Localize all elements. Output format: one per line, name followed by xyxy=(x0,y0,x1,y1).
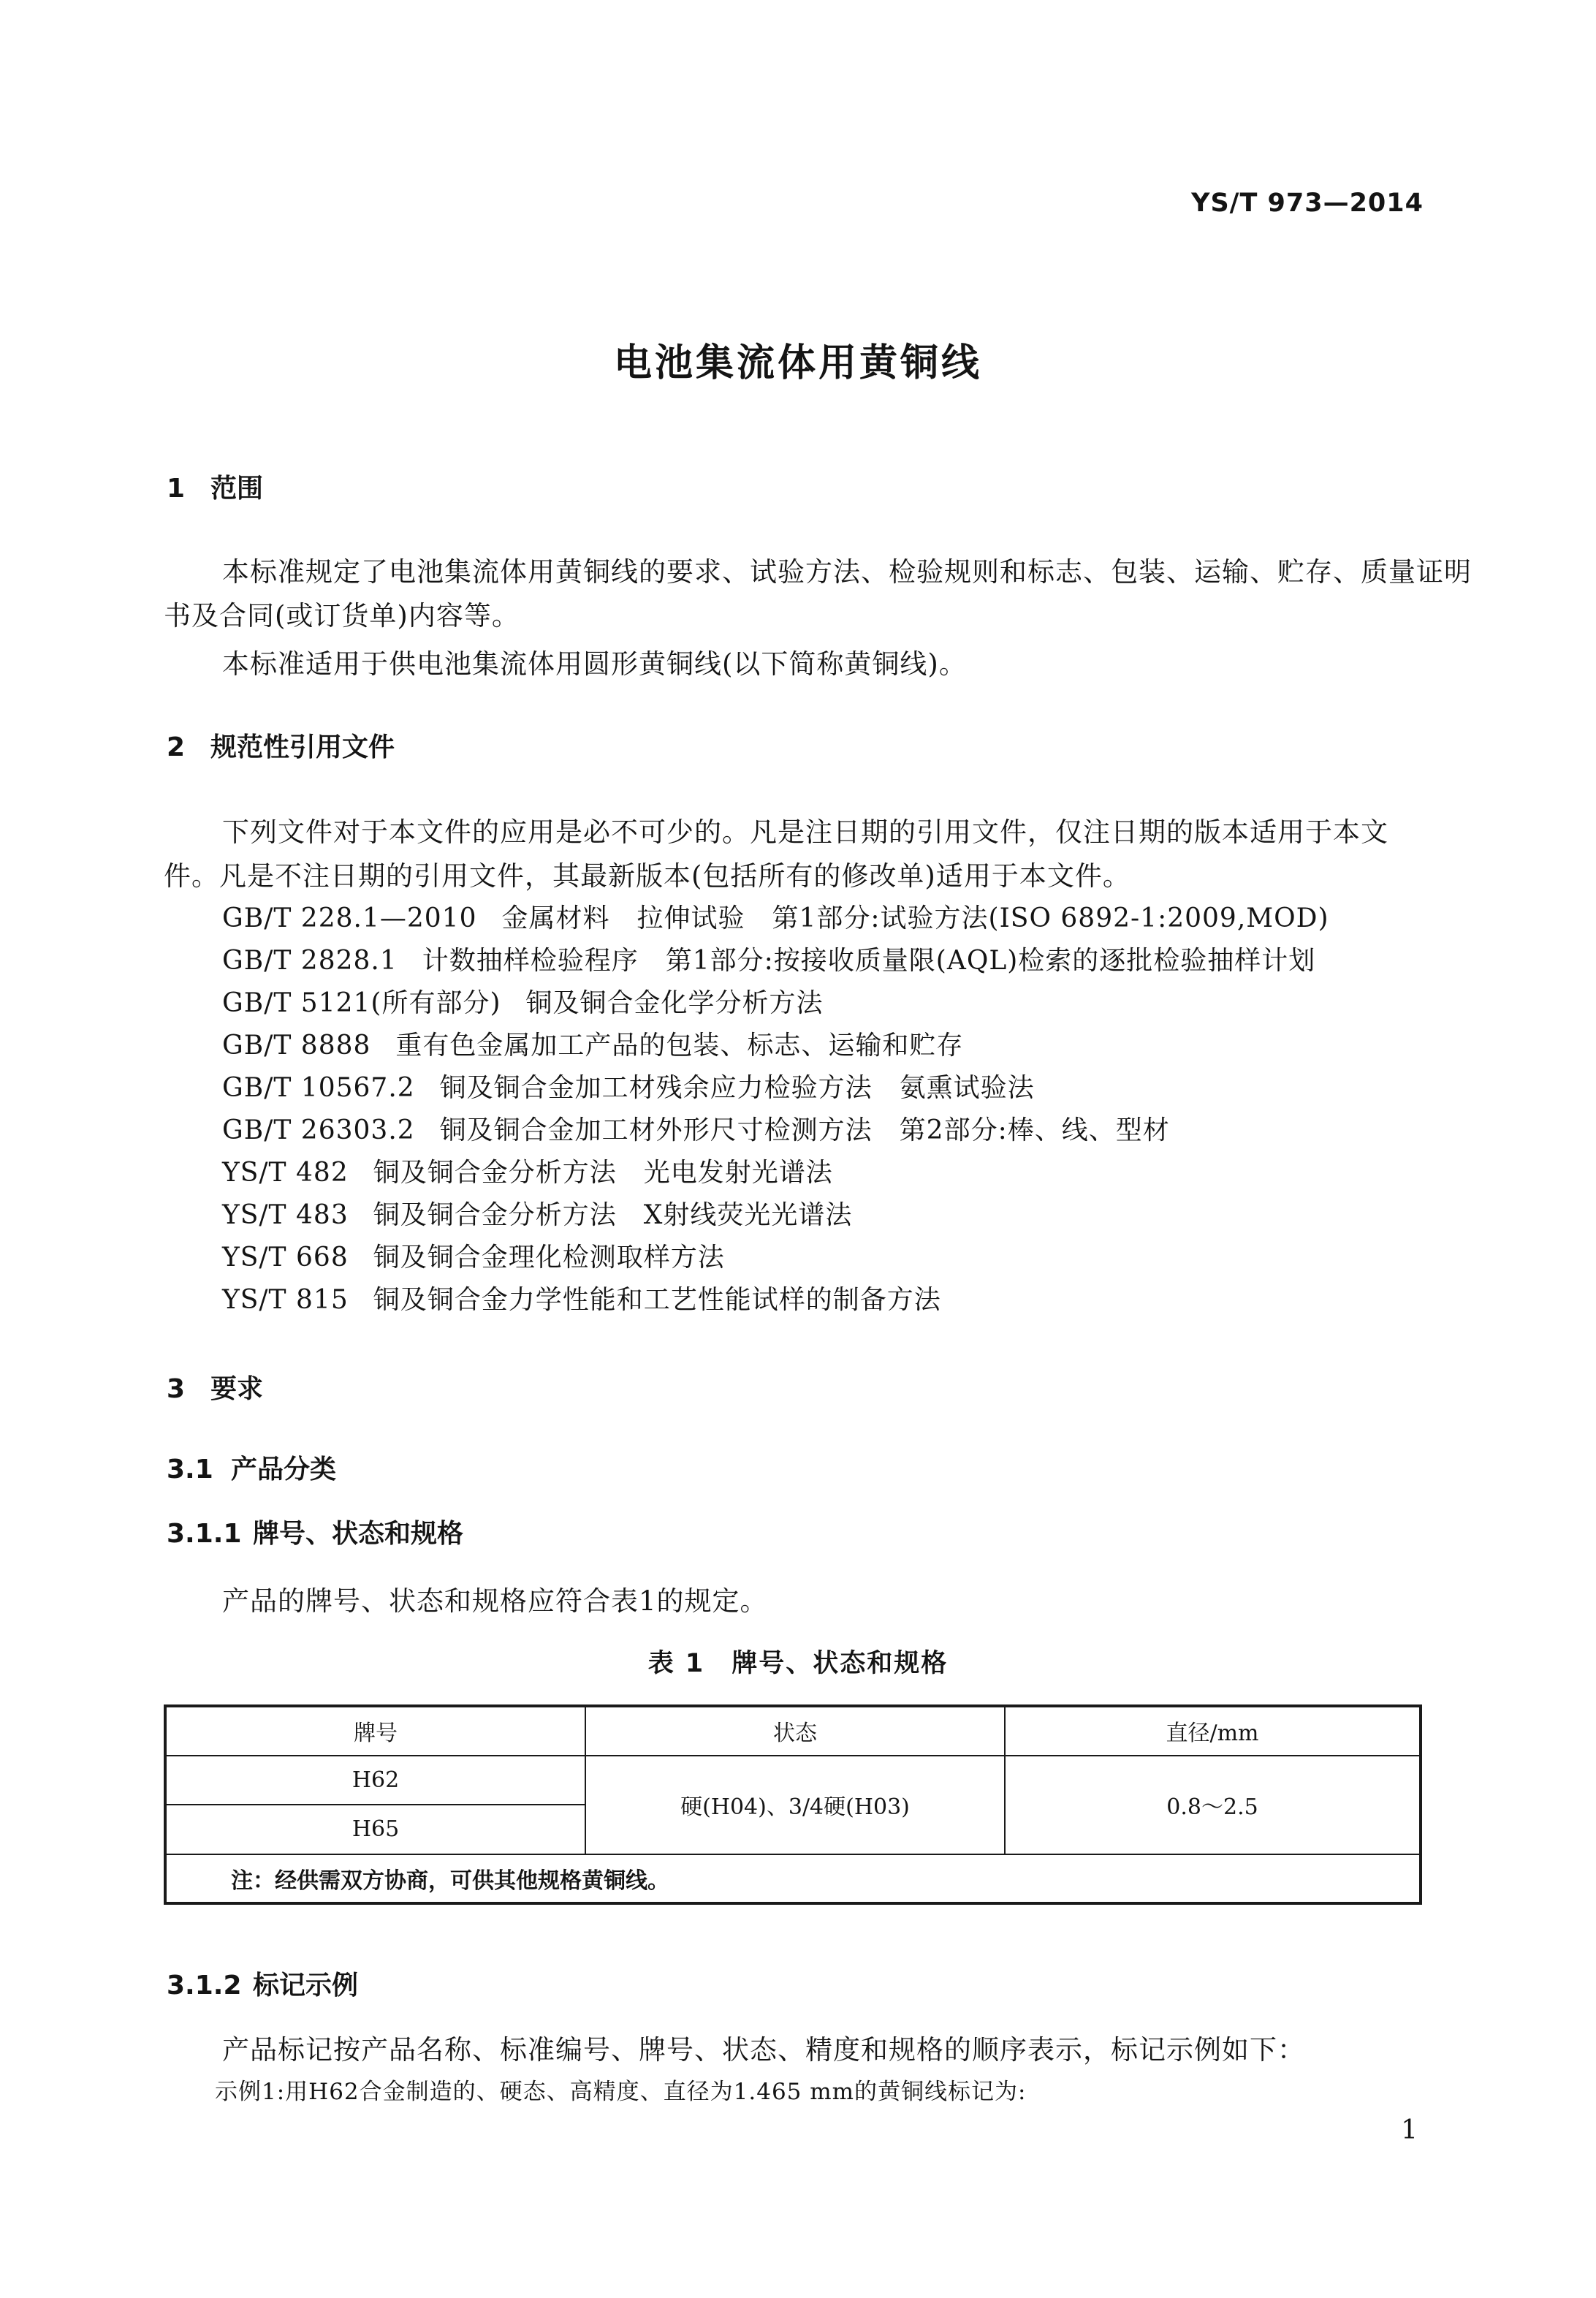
section-title: 标记示例 xyxy=(253,1971,359,2001)
reference-code: GB/T 8888 xyxy=(222,1031,371,1061)
reference-title: 铜及铜合金化学分析方法 xyxy=(525,988,824,1018)
reference-item xyxy=(222,1067,1035,1104)
section-1-heading xyxy=(167,468,263,505)
section-number: 1 xyxy=(167,474,186,504)
reference-title: 金属材料 拉伸试验 第1部分:试验方法(ISO 6892-1:2009,MOD) xyxy=(501,903,1329,933)
reference-item xyxy=(222,1194,852,1232)
reference-title: 铜及铜合金分析方法 光电发射光谱法 xyxy=(373,1158,833,1188)
scope-paragraph-line-2: 书及合同(或订货单)内容等。 xyxy=(164,600,520,632)
scope-paragraph-line-1: 本标准规定了电池集流体用黄铜线的要求、试验方法、检验规则和标志、包装、运输、贮存、质量证明 xyxy=(222,556,1472,588)
reference-item xyxy=(222,898,1329,935)
reference-title: 计数抽样检验程序 第1部分:按接收质量限(AQL)检索的逐批检验抽样计划 xyxy=(422,946,1316,976)
table-note: 注：经供需双方协商，可供其他规格黄铜线。 xyxy=(165,1854,1421,1904)
reference-item xyxy=(222,1279,941,1316)
reference-code: GB/T 2828.1 xyxy=(222,946,398,976)
reference-title: 铜及铜合金分析方法 X射线荧光光谱法 xyxy=(373,1200,853,1230)
reference-code: GB/T 228.1—2010 xyxy=(222,903,477,933)
reference-code: YS/T 815 xyxy=(222,1285,349,1315)
table-row xyxy=(165,1756,1421,1805)
grade-cell: H65 xyxy=(165,1805,585,1854)
reference-item xyxy=(222,1237,725,1274)
marking-example-1: 示例1:用H62合金制造的、硬态、高精度、直径为1.465 mm的黄铜线标记为: xyxy=(215,2079,1027,2105)
table-caption: 表 1 牌号、状态和规格 xyxy=(647,1649,949,1678)
header-state: 状态 xyxy=(585,1706,1005,1756)
section-title: 要求 xyxy=(210,1374,264,1404)
section-number: 3.1 xyxy=(167,1455,213,1484)
grade-state-spec-table xyxy=(164,1704,1422,1905)
reference-code: GB/T 5121(所有部分) xyxy=(222,988,501,1018)
subsection-3-1-heading xyxy=(167,1449,336,1486)
table-header-row xyxy=(165,1706,1421,1756)
section-title: 产品分类 xyxy=(231,1455,337,1484)
page-number: 1 xyxy=(1401,2115,1418,2145)
reference-code: GB/T 26303.2 xyxy=(222,1115,415,1145)
diameter-cell: 0.8～2.5 xyxy=(1005,1756,1421,1854)
references-intro-line-1: 下列文件对于本文件的应用是必不可少的。凡是注日期的引用文件，仅注日期的版本适用于本文 xyxy=(222,816,1388,848)
section-number: 3.1.2 xyxy=(167,1971,242,2001)
reference-title: 铜及铜合金加工材残余应力检验方法 氨熏试验法 xyxy=(439,1073,1035,1103)
section-title: 范围 xyxy=(210,474,264,504)
header-grade: 牌号 xyxy=(165,1706,585,1756)
reference-title: 铜及铜合金理化检测取样方法 xyxy=(373,1243,725,1273)
reference-item xyxy=(222,940,1315,977)
reference-title: 铜及铜合金加工材外形尺寸检测方法 第2部分:棒、线、型材 xyxy=(439,1115,1170,1145)
reference-item xyxy=(222,1152,833,1189)
marking-description: 产品标记按产品名称、标准编号、牌号、状态、精度和规格的顺序表示，标记示例如下： xyxy=(222,2034,1305,2066)
section-number: 2 xyxy=(167,732,186,762)
reference-title: 重有色金属加工产品的包装、标志、运输和贮存 xyxy=(395,1031,964,1061)
header-diameter: 直径/mm xyxy=(1005,1706,1421,1756)
reference-item xyxy=(222,1025,963,1062)
reference-code: YS/T 482 xyxy=(222,1158,349,1188)
section-title: 牌号、状态和规格 xyxy=(253,1519,464,1549)
reference-code: GB/T 10567.2 xyxy=(222,1073,415,1103)
subsection-3-1-1-heading xyxy=(167,1513,463,1550)
section-2-heading xyxy=(167,727,395,764)
reference-code: YS/T 483 xyxy=(222,1200,349,1230)
reference-item xyxy=(222,1110,1170,1147)
table-reference-text: 产品的牌号、状态和规格应符合表1的规定。 xyxy=(222,1585,768,1617)
reference-title: 铜及铜合金力学性能和工艺性能试样的制备方法 xyxy=(373,1285,941,1315)
section-title: 规范性引用文件 xyxy=(210,732,395,762)
state-cell: 硬(H04)、3/4硬(H03) xyxy=(585,1756,1005,1854)
section-3-heading xyxy=(167,1368,263,1406)
grade-cell: H62 xyxy=(165,1756,585,1805)
scope-applicability: 本标准适用于供电池集流体用圆形黄铜线(以下简称黄铜线)。 xyxy=(222,648,967,680)
reference-code: YS/T 668 xyxy=(222,1243,349,1273)
standard-number: YS/T 973—2014 xyxy=(1191,189,1424,218)
references-intro-line-2: 件。凡是不注日期的引用文件，其最新版本(包括所有的修改单)适用于本文件。 xyxy=(164,860,1130,892)
section-number: 3 xyxy=(167,1374,186,1404)
reference-item xyxy=(222,982,824,1020)
table-note-row xyxy=(165,1854,1421,1904)
section-number: 3.1.1 xyxy=(167,1519,242,1549)
subsection-3-1-2-heading xyxy=(167,1965,358,2002)
document-title: 电池集流体用黄铜线 xyxy=(613,341,982,385)
